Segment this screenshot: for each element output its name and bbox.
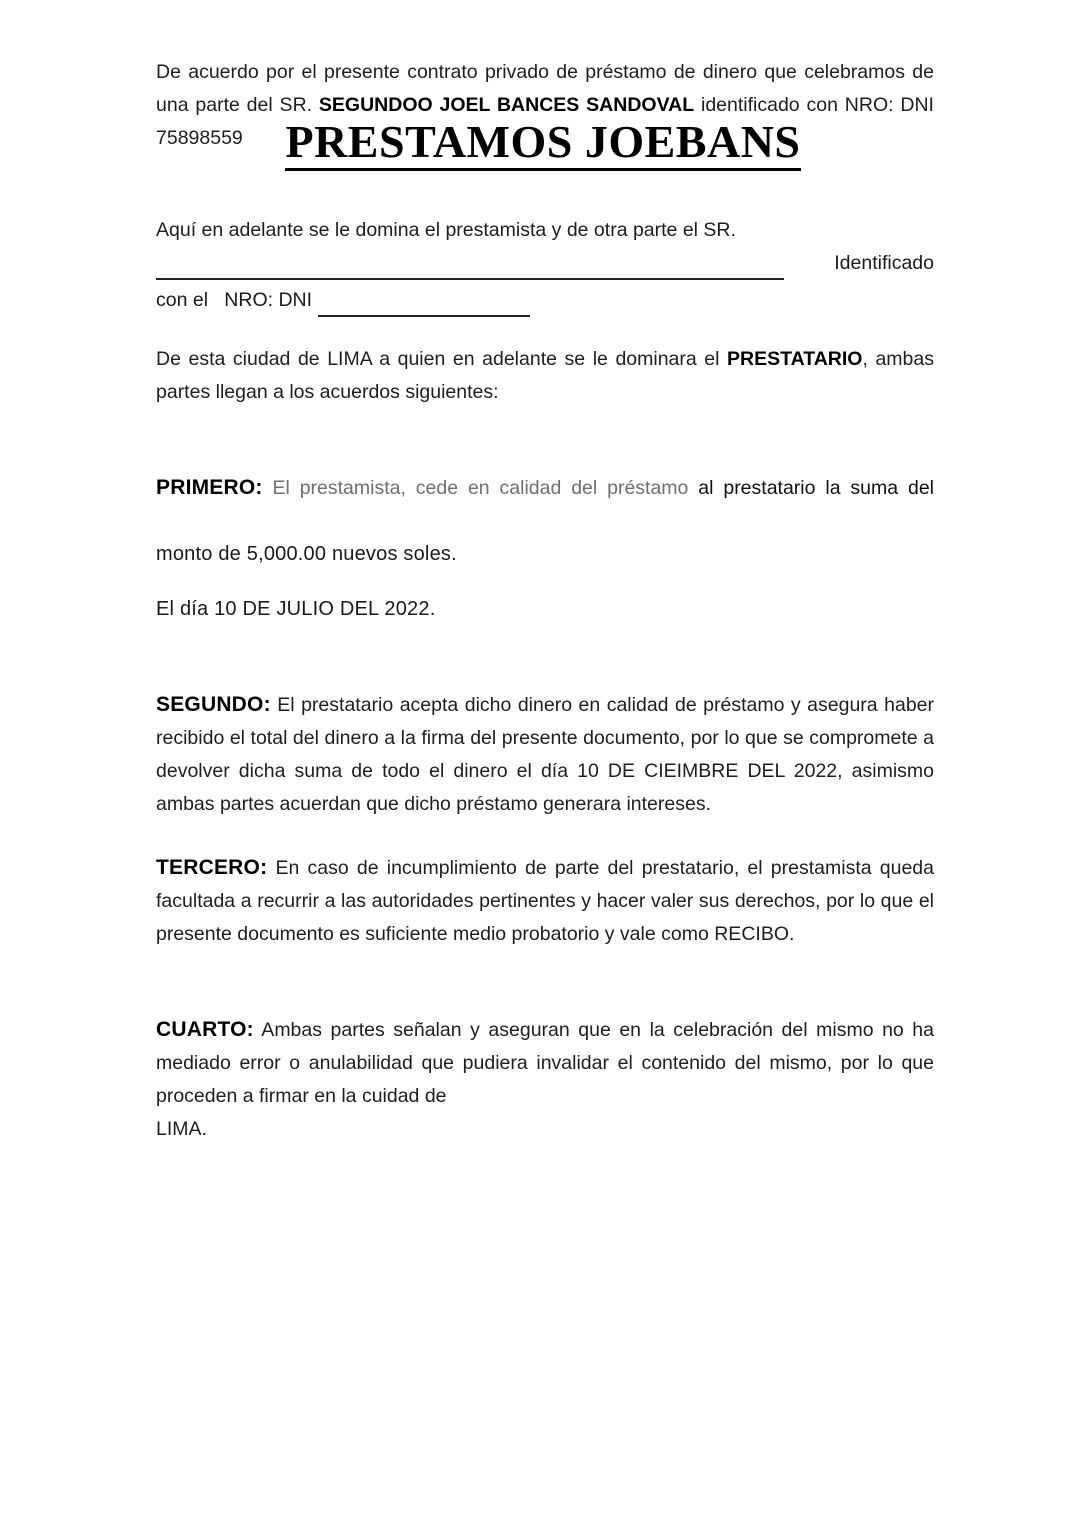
clause-primero bbox=[156, 471, 934, 626]
document-body bbox=[156, 0, 934, 1146]
dni-blank-field[interactable] bbox=[318, 293, 530, 317]
city-clause-paragraph bbox=[156, 343, 934, 409]
clause-primero-head: PRIMERO: bbox=[156, 476, 263, 499]
clause-segundo-body: El prestatario acepta dicho dinero en calidad de préstamo y asegura haber recibido el total del dinero a la firma del presente documento, por lo que se compromete a devolver dicha suma de todo el dinero el día 10 DE CIEIMBRE DEL 2022, asimismo ambas partes acuerdan que dicho préstamo generara intereses. bbox=[156, 694, 934, 815]
clause-tercero bbox=[156, 851, 934, 951]
second-party-text: Aquí en adelante se le domina el prestamista y de otra parte el SR. bbox=[156, 219, 736, 241]
identificado-label: Identificado bbox=[834, 252, 934, 274]
clause-tercero-body: En caso de incumplimiento de parte del prestatario, el prestamista queda facultada a recurrir a las autoridades pertinentes y hacer valer sus derechos, por lo que el presente documento es suficiente medio probatorio y vale como RECIBO. bbox=[156, 857, 934, 945]
spacer bbox=[156, 317, 934, 343]
second-party-line bbox=[156, 214, 934, 247]
spacer bbox=[156, 571, 934, 593]
intro-text-before: De acuerdo por el presente contrato privado de préstamo de dinero que celebramos de una parte del SR. bbox=[156, 61, 934, 116]
clause-tercero-head: TERCERO: bbox=[156, 856, 268, 879]
dni-label: con el NRO: DNI bbox=[156, 289, 313, 311]
second-party-blank-row bbox=[156, 247, 934, 280]
intro-text-after: identificado con NRO: DNI 75898559 bbox=[156, 94, 934, 149]
clause-cuarto-head: CUARTO: bbox=[156, 1018, 254, 1041]
clause-primero-dark-run: al prestatario la suma del bbox=[688, 477, 935, 499]
spacer bbox=[156, 626, 934, 688]
clause-segundo bbox=[156, 688, 934, 821]
clause-primero-date: El día 10 DE JULIO DEL 2022. bbox=[156, 598, 436, 620]
role-label: PRESTATARIO bbox=[727, 348, 863, 370]
intro-paragraph bbox=[156, 56, 934, 188]
spacer bbox=[156, 0, 934, 56]
city-clause-after: , ambas partes llegan a los acuerdos siguientes: bbox=[156, 348, 934, 403]
spacer bbox=[156, 951, 934, 1013]
party-name: SEGUNDOO JOEL BANCES SANDOVAL bbox=[318, 94, 695, 116]
city-clause-before: De esta ciudad de LIMA a quien en adelante se le dominara el bbox=[156, 348, 728, 370]
clause-primero-line2: monto de 5,000.00 nuevos soles. bbox=[156, 543, 457, 565]
clause-cuarto-city: LIMA. bbox=[156, 1118, 207, 1140]
clause-cuarto-body: Ambas partes señalan y aseguran que en la celebración del mismo no ha mediado error o anulabilidad que pudiera invalidar el contenido del mismo, por lo que proceden a firmar en la cuidad de bbox=[156, 1019, 934, 1107]
spacer bbox=[156, 409, 934, 471]
spacer bbox=[156, 188, 934, 214]
clause-cuarto bbox=[156, 1013, 934, 1113]
page-title-text: PRESTAMOS JOEBANS bbox=[285, 118, 800, 171]
spacer bbox=[156, 821, 934, 851]
clause-segundo-head: SEGUNDO: bbox=[156, 693, 271, 716]
name-blank-field[interactable] bbox=[156, 254, 784, 280]
clause-primero-light-run: El prestamista, cede en calidad del préstamo bbox=[262, 477, 689, 499]
dni-blank-row bbox=[156, 284, 934, 317]
clause-primero-line1 bbox=[156, 471, 934, 538]
